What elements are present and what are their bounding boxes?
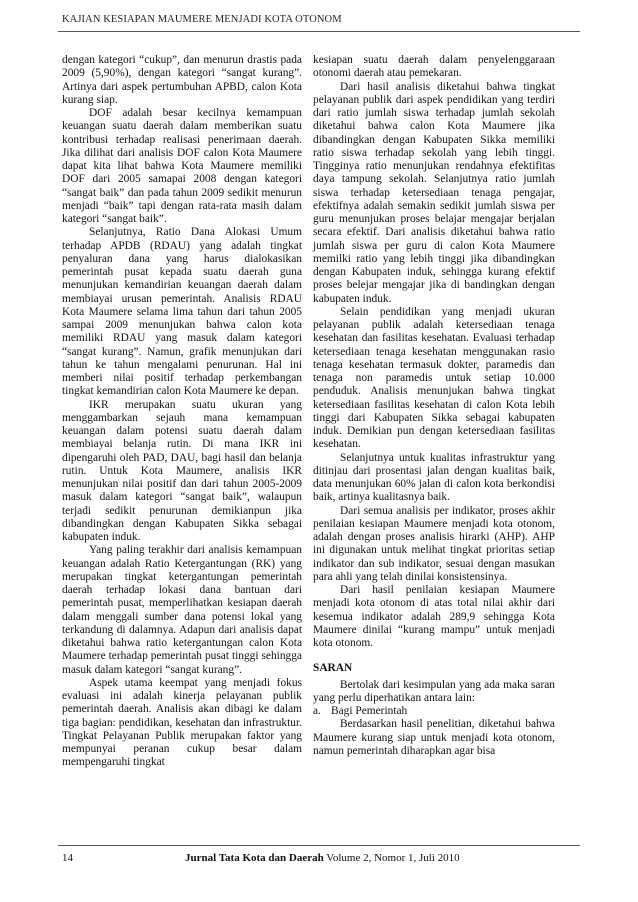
paragraph: DOF adalah besar kecilnya kemampuan keuangan suatu daerah dalam memberikan suatu kontribusi terhadap realisasi penerimaan daerah. Jika dilihat dari analisis DOF calon Kota Maumere dapat kita lihat bahwa Kota Maumere memiliki DOF dari 2005 samapai 2008 dengan kategori “sangat baik” dan pada tahun 2009 sedikit menurun menjadi “baik” tapi dengan rata-rata masih dalam kategori “sangat baik”. xyxy=(62,107,302,225)
journal-name: Jurnal Tata Kota dan Daerah xyxy=(185,852,324,864)
paragraph: Dari semua analisis per indikator, proses akhir penilaian kesiapan Maumere menjadi kota otonom, adalah dengan proses analisis hirarki (AHP). AHP ini digunakan untuk melihat tingkat prioritas setiap indikator dan sub indikator, sesuai dengan masukan para ahli yang telah dinilai konsistensinya. xyxy=(313,504,555,583)
page-number: 14 xyxy=(62,852,73,864)
paragraph: Berdasarkan hasil penelitian, diketahui bahwa Maumere kurang siap untuk menjadi kota otonom, namun pemerintah diharapkan agar bisa xyxy=(313,718,555,757)
paragraph: Aspek utama keempat yang menjadi fokus evaluasi ini adalah kinerja pelayanan publik pemerintah daerah. Analisis akan dibagi ke dalam tiga bagian: pendidikan, kesehatan dan infrastruktur. Tingkat Pelayanan Publik merupakan faktor yang mempunyai peranan cukup besar dalam mempengaruhi tingkat xyxy=(62,676,302,769)
paragraph: dengan kategori “cukup”, dan menurun drastis pada 2009 (5,90%), dengan kategori “sangat kurang”. Artinya dari aspek pertumbuhan APBD, calon Kota kurang siap. xyxy=(62,54,302,106)
section-intro: Bertolak dari kesimpulan yang ada maka saran yang perlu diperhatikan antara lain: xyxy=(313,678,555,704)
paragraph: Dari hasil penilaian kesiapan Maumere menjadi kota otonom di atas total nilai akhir dari kesemua indikator adalah 289,9 sehingga Kota Maumere dinilai “kurang mampu” untuk menjadi kota otonom. xyxy=(313,584,555,649)
right-column xyxy=(313,54,555,758)
paragraph: Selain pendidikan yang menjadi ukuran pelayanan publik adalah ketersediaan tenaga kesehatan dan fasilitas kesehatan. Evaluasi terhadap ketersediaan tenaga kesehatan menggunakan rasio tenaga kesehatan termasuk dokter, paramedis dan tenaga non paramedis untuk setiap 10.000 penduduk. Analisis menunjukan bahwa tingkat ketersediaan fasilitas kesehatan di calon Kota lebih tinggi dari Kabupaten Sikka sebagai kabupaten induk. Demikian pun dengan ketersediaan fasilitas kesehatan. xyxy=(313,305,555,451)
left-column xyxy=(62,54,302,770)
paragraph: kesiapan suatu daerah dalam penyelenggaraan otonomi daerah atau pemekaran. xyxy=(313,54,555,80)
paragraph: IKR merupakan suatu ukuran yang menggambarkan sejauh mana kemampuan keuangan dalam potensi suatu daerah dalam membiayai belanja rutin. Di mana IKR ini dipengaruhi oleh PAD, DAU, bagi hasil dan belanja rutin. Untuk Kota Maumere, analisis IKR menunjukan nilai positif dan dari tahun 2005-2009 masuk dalam kategori “sangat baik”, walaupun terjadi sedikit penurunan demikianpun jika dibandingkan dengan Kabupaten Sikka sebagai kabupaten induk. xyxy=(62,398,302,543)
section-title-saran: SARAN xyxy=(313,662,353,675)
paragraph: Yang paling terakhir dari analisis kemampuan keuangan adalah Ratio Ketergantungan (RK) yang merupakan tingkat ketergantungan pemerintah daerah terhadap lokasi dana bantuan dari pemerintah pusat, memperlihatkan kesiapan daerah dalam menggali sumber dana potensi lokal yang terkandung di dalamnya. Adapun dari analisis dapat diketahui bahwa ratio ketergantungan calon Kota Maumere terhadap pemerintah pusat tinggi sehingga masuk dalam kategori “sangat kurang”. xyxy=(62,544,302,676)
paragraph: Dari hasil analisis diketahui bahwa tingkat pelayanan publik dari aspek pendidikan yang terdiri dari ratio jumlah siswa terhadap jumlah sekolah diketahui bahwa calon Kota Maumere jika dibandingkan dengan Kabupaten Sikka memiliki ratio siswa terhadap sekolah yang lebih tinggi. Tingginya ratio menunjukan rendahnya efektifitas daya tampung sekolah. Selanjutnya ratio jumlah siswa terhadap ketersediaan tenaga pengajar, efektifnya adalah semakin sedikit jumlah siswa per guru menunjukan proses belajar mengajar berjalan secara efektif. Dari analisis diketahui bahwa ratio jumlah siswa per guru di calon Kota Maumere memilki ratio yang lebih tinggi jika dibandingkan dengan Kabupaten induk, sehingga kurang efektif proses belejar mengajar jika di bandingkan dengan kabupaten induk. xyxy=(313,80,555,305)
list-item xyxy=(313,705,555,718)
footer-rule xyxy=(58,845,580,846)
journal-citation xyxy=(185,852,460,864)
header-rule xyxy=(58,31,580,32)
running-header: KAJIAN KESIAPAN MAUMERE MENJADI KOTA OTONOM xyxy=(62,14,342,25)
journal-issue: Volume 2, Nomor 1, Juli 2010 xyxy=(323,852,460,864)
list-marker: a. xyxy=(313,705,321,717)
paragraph: Selanjutnya untuk kualitas infrastruktur yang ditinjau dari prosentasi jalan dengan kualitas baik, data menunjukan 60% jalan di calon kota berkondisi baik, artinya kualitasnya baik. xyxy=(313,451,555,504)
list-item-label: Bagi Pemerintah xyxy=(331,705,408,717)
paragraph: Selanjutnya, Ratio Dana Alokasi Umum terhadap APDB (RDAU) yang adalah tingkat penyaluran dana yang harus dialokasikan pemerintah pusat kepada suatu daerah guna menunjukan kemandirian keuangan daerah dalam membiayai urusan pemerintah. Analisis RDAU Kota Maumere selama lima tahun dari tahun 2005 sampai 2009 menunjukan bahwa calon kota memiliki RDAU yang masuk dalam kategori “sangat kurang”. Namun, grafik menunjukan dari tahun ke tahun mengalami penurunan. Hal ini memberi nilai positif terhadap perkembangan tingkat kemandirian calon Kota Maumere ke depan. xyxy=(62,226,302,398)
